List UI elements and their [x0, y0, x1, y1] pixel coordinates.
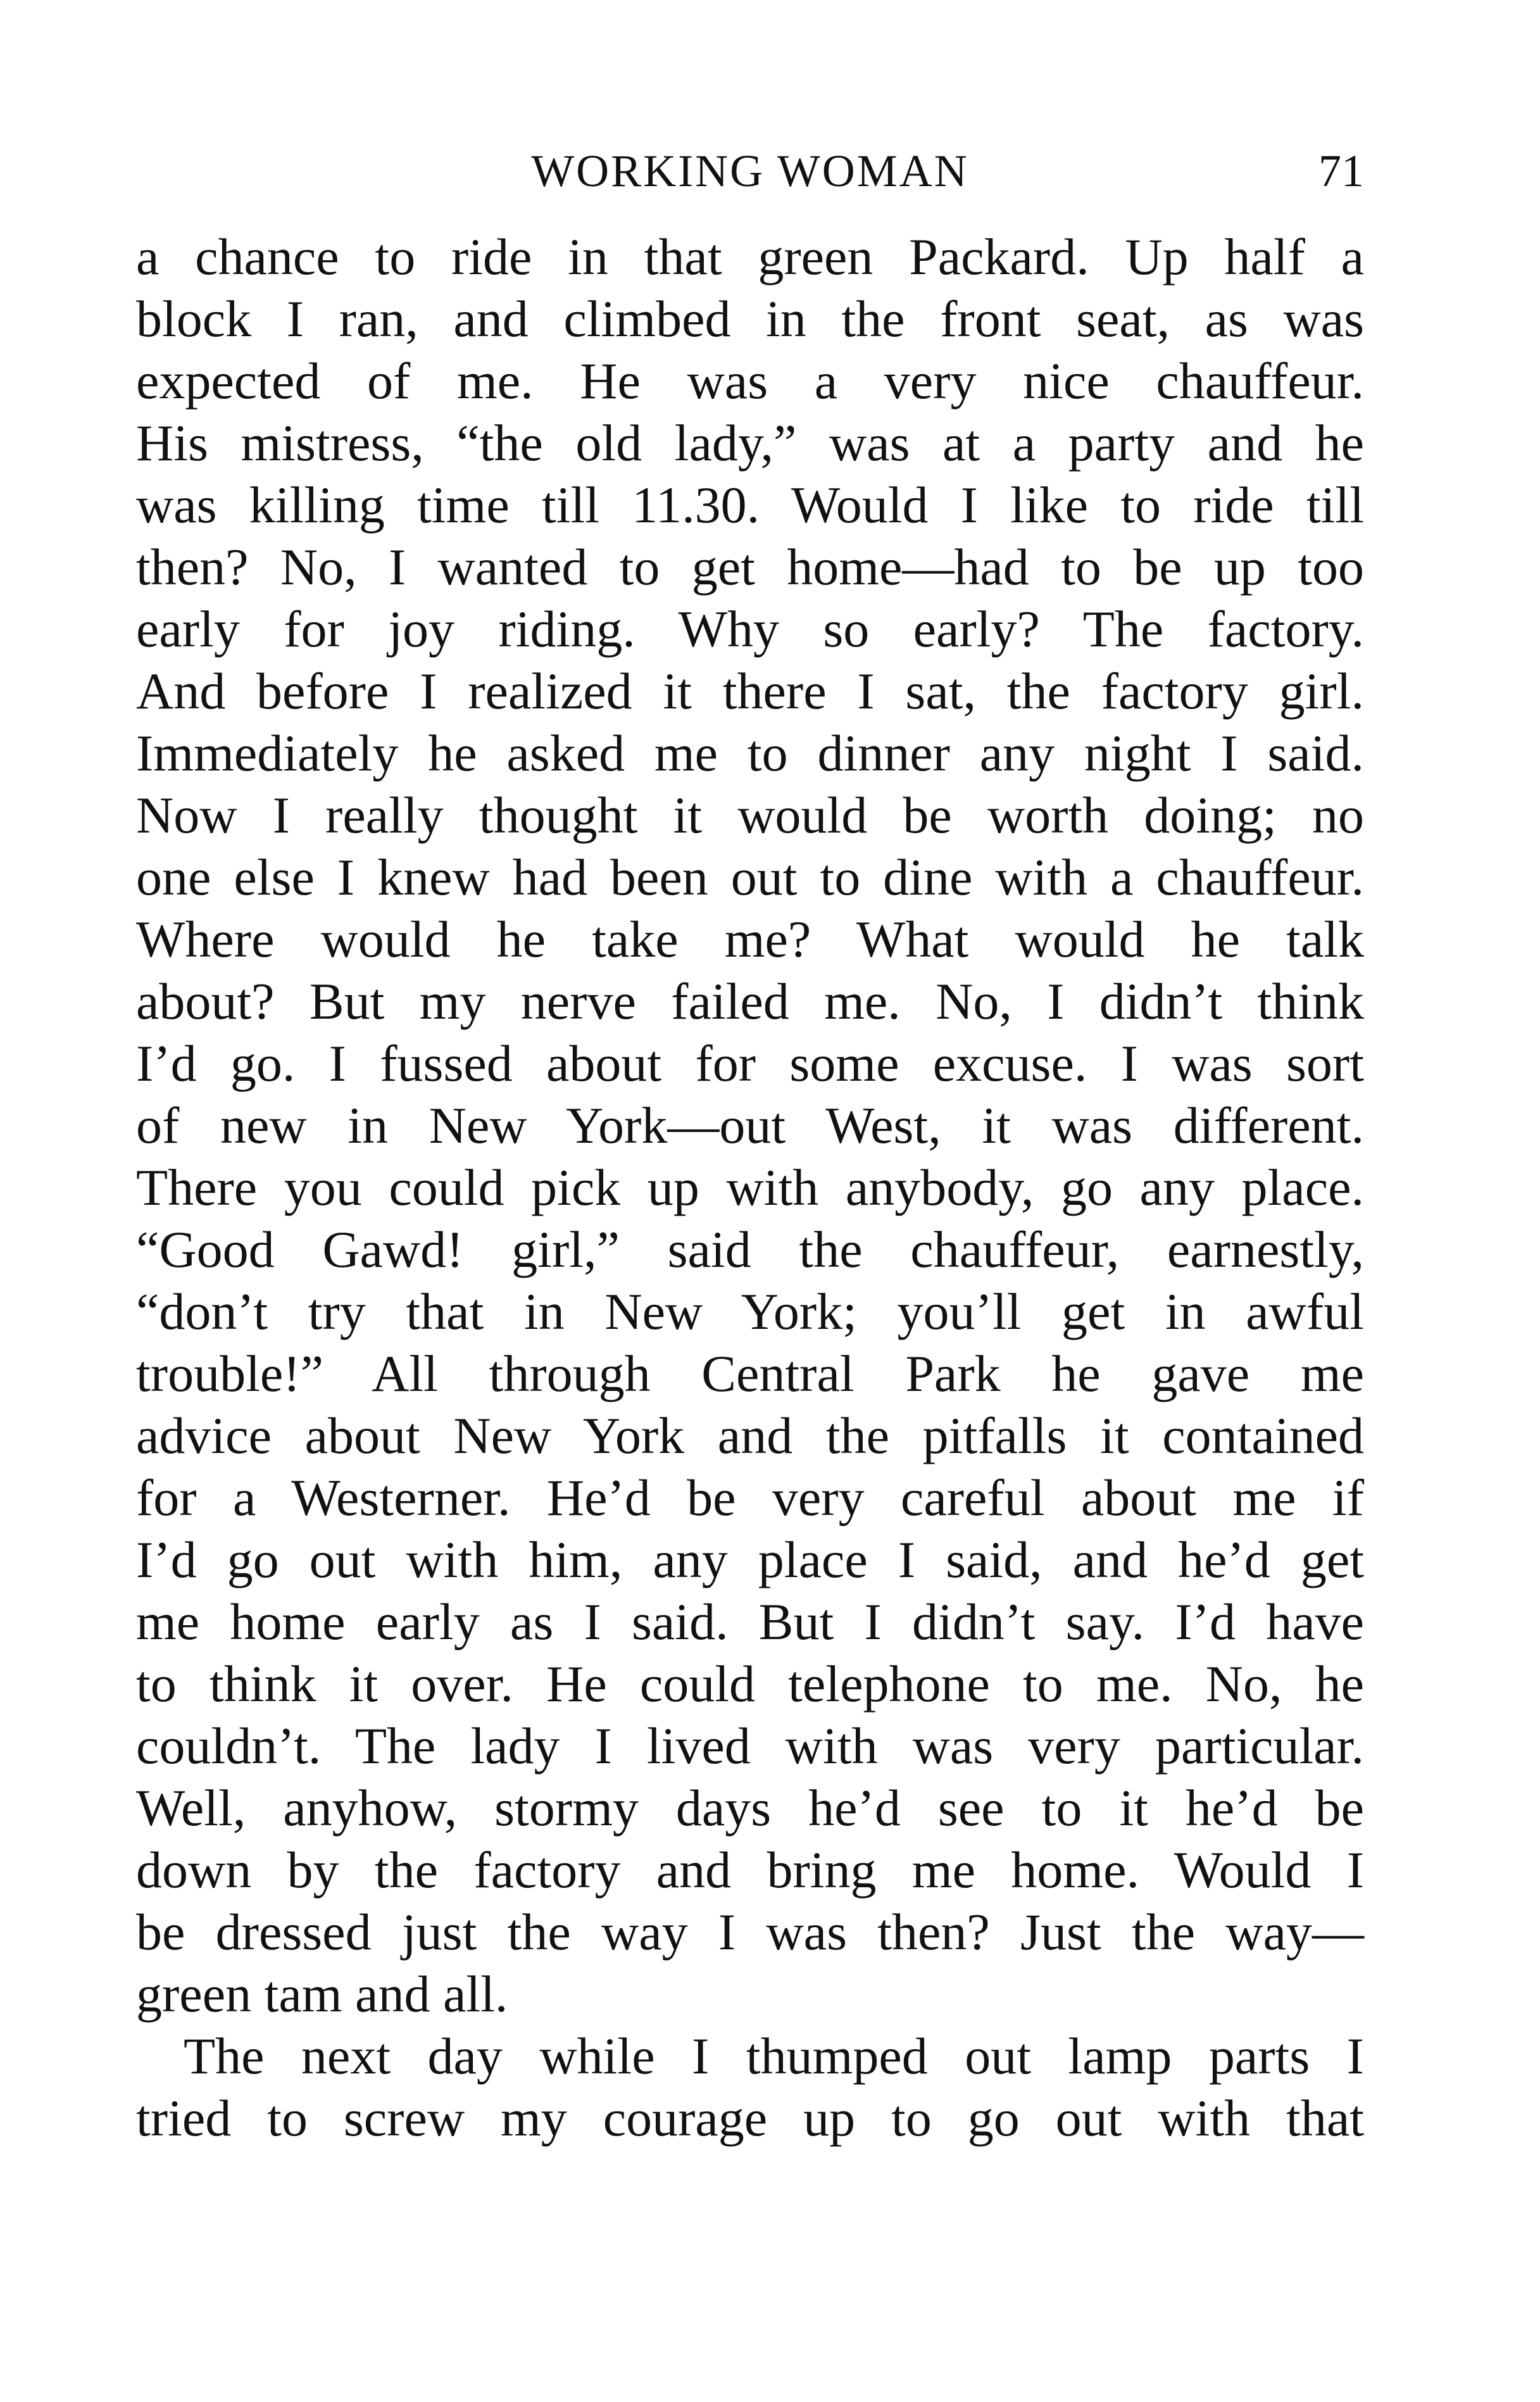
- page-number: 71: [1318, 146, 1364, 196]
- paragraph-2: [136, 2025, 1364, 2149]
- text-line: trouble!” All through Central Park he gave me: [136, 1345, 1364, 1402]
- text-line: “don’t try that in New York; you’ll get in awful: [136, 1283, 1364, 1340]
- text-line: Where would he take me? What would he talk: [136, 910, 1364, 968]
- text-line: was killing time till 11.30. Would I like to ride till: [136, 476, 1364, 534]
- text-line: The next day while I thumped out lamp parts I: [184, 2027, 1364, 2085]
- text-line: couldn’t. The lady I lived with was very particular.: [136, 1717, 1364, 1775]
- running-title: WORKING WOMAN: [531, 146, 969, 196]
- text-line: “Good Gawd! girl,” said the chauffeur, earnestly,: [136, 1221, 1364, 1278]
- running-header: [136, 142, 1364, 199]
- text-line: for a Westerner. He’d be very careful about me if: [136, 1469, 1364, 1526]
- text-line: advice about New York and the pitfalls it contained: [136, 1407, 1364, 1464]
- text-line: a chance to ride in that green Packard. Up half a: [136, 228, 1364, 286]
- paragraph-1: [136, 226, 1364, 2025]
- text-line: His mistress, “the old lady,” was at a party and he: [136, 414, 1364, 472]
- text-line: And before I realized it there I sat, the factory girl.: [136, 662, 1364, 720]
- text-line: about? But my nerve failed me. No, I didn’t think: [136, 972, 1364, 1030]
- text-line: down by the factory and bring me home. Would I: [136, 1841, 1364, 1899]
- body-text: [136, 226, 1364, 2149]
- text-line: be dressed just the way I was then? Just the way—: [136, 1903, 1364, 1961]
- text-line: Immediately he asked me to dinner any night I said.: [136, 724, 1364, 782]
- text-line: tried to screw my courage up to go out with that: [136, 2089, 1364, 2147]
- text-line: There you could pick up with anybody, go any place.: [136, 1159, 1364, 1216]
- text-line: to think it over. He could telephone to me. No, he: [136, 1655, 1364, 1713]
- text-line: Now I really thought it would be worth doing; no: [136, 786, 1364, 844]
- text-line: green tam and all.: [136, 1965, 508, 2023]
- text-line: expected of me. He was a very nice chauffeur.: [136, 352, 1364, 410]
- text-line: I’d go. I fussed about for some excuse. I was sort: [136, 1034, 1364, 1092]
- text-line: early for joy riding. Why so early? The factory.: [136, 600, 1364, 658]
- text-line: then? No, I wanted to get home—had to be up too: [136, 538, 1364, 596]
- text-line: me home early as I said. But I didn’t say. I’d have: [136, 1593, 1364, 1651]
- text-line: Well, anyhow, stormy days he’d see to it he’d be: [136, 1779, 1364, 1837]
- text-line: block I ran, and climbed in the front seat, as was: [136, 290, 1364, 348]
- text-line: I’d go out with him, any place I said, and he’d get: [136, 1531, 1364, 1588]
- text-line: of new in New York—out West, it was different.: [136, 1097, 1364, 1154]
- text-line: one else I knew had been out to dine with a chauffeur.: [136, 848, 1364, 906]
